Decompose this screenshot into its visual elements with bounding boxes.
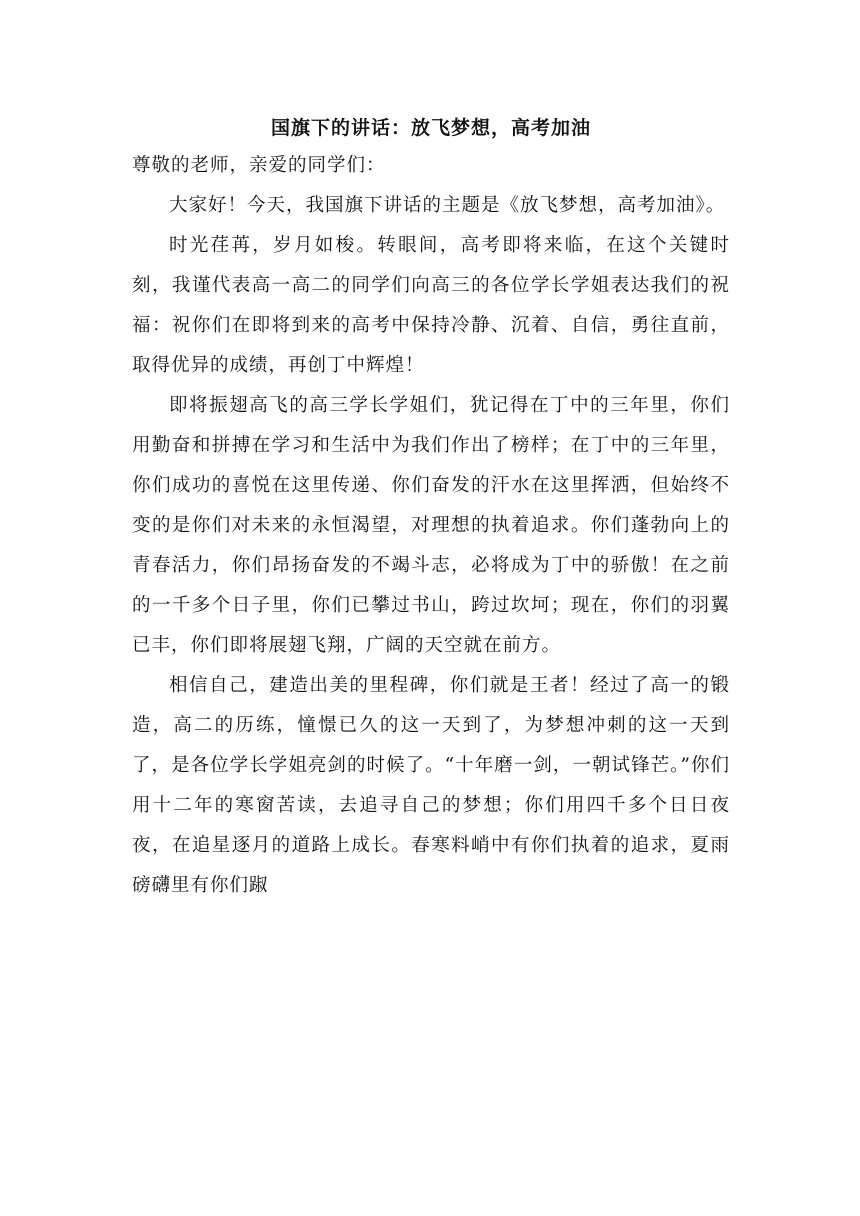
paragraph-greeting: 大家好！今天，我国旗下讲话的主题是《放飞梦想，高考加油》。 bbox=[169, 195, 726, 216]
document-body bbox=[132, 112, 730, 906]
paragraph-blessing: 时光荏苒，岁月如梭。转眼间，高考即将来临，在这个关键时刻，我谨代表高一高二的同学们向高三的各位学长学姐表达我们的祝福：祝你们在即将到来的高考中保持冷静、沉着、自信，勇往直前，取得优异的成绩，再创丁中辉煌！ bbox=[132, 235, 730, 376]
document-title: 国旗下的讲话：放飞梦想，高考加油 bbox=[270, 117, 591, 139]
paragraph-encouragement: 相信自己，建造出美的里程碑，你们就是王者！经过了高一的锻造，高二的历练，憧憬已久的这一天到了，为梦想冲刺的这一天到了，是各位学长学姐亮剑的时候了。“十年磨一剑，一朝试锋芒。”你们用十二年的寒窗苦读，去追寻自己的梦想；你们用四千多个日日夜夜，在追星逐月的道路上成长。春寒料峭中有你们执着的追求，夏雨磅礴里有你们踧 bbox=[132, 675, 730, 896]
paragraph-senior-tribute: 即将振翅高飞的高三学长学姐们，犹记得在丁中的三年里，你们用勤奋和拼搏在学习和生活中为我们作出了榜样；在丁中的三年里，你们成功的喜悦在这里传递、你们奋发的汗水在这里挥洒，但始终不变的是你们对未来的永恒渴望，对理想的执着追求。你们蓬勃向上的青春活力，你们昂扬奋发的不竭斗志，必将成为丁中的骄傲！在之前的一千多个日子里，你们已攀过书山，跨过坎坷；现在，你们的羽翼已丰，你们即将展翅飞翔，广阔的天空就在前方。 bbox=[132, 395, 730, 656]
salutation: 尊敬的老师，亲爱的同学们： bbox=[132, 155, 386, 176]
